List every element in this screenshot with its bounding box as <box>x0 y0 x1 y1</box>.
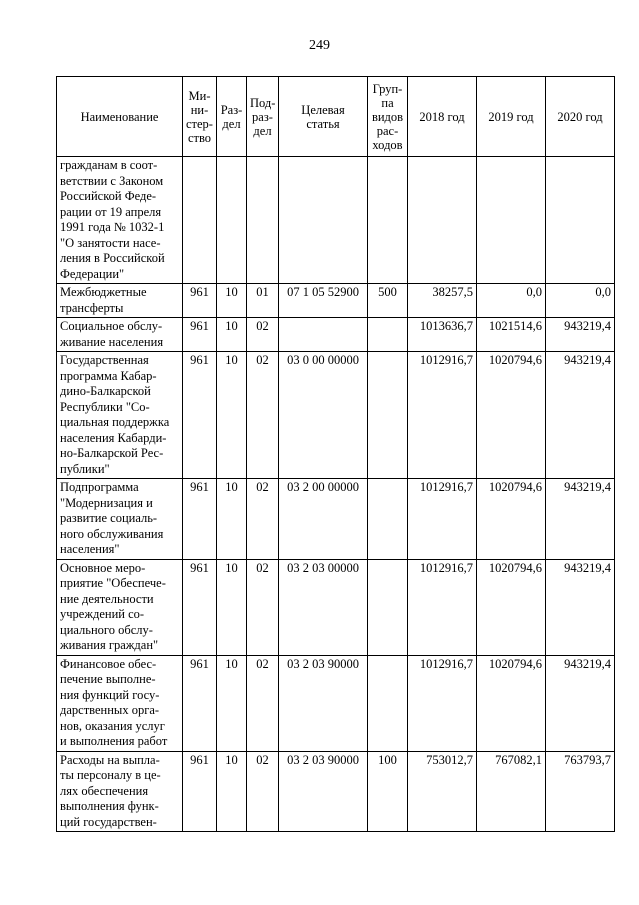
cell-2020: 763793,7 <box>546 751 615 832</box>
cell-2018: 1012916,7 <box>408 352 477 479</box>
cell-name: Социальное обслу- живание населения <box>57 318 183 352</box>
header-name: Наименование <box>57 77 183 157</box>
cell-target: 03 2 03 00000 <box>279 559 368 655</box>
cell-subsection: 02 <box>247 318 279 352</box>
cell-2018: 753012,7 <box>408 751 477 832</box>
cell-section: 10 <box>217 655 247 751</box>
cell-2019: 767082,1 <box>477 751 546 832</box>
cell-2019: 1020794,6 <box>477 479 546 560</box>
cell-ministry: 961 <box>183 352 217 479</box>
cell-expense-group <box>368 479 408 560</box>
cell-2020: 943219,4 <box>546 479 615 560</box>
cell-expense-group: 100 <box>368 751 408 832</box>
cell-target <box>279 157 368 284</box>
budget-table <box>56 76 615 832</box>
cell-section: 10 <box>217 352 247 479</box>
cell-target <box>279 318 368 352</box>
cell-ministry <box>183 157 217 284</box>
cell-2020: 943219,4 <box>546 559 615 655</box>
cell-ministry: 961 <box>183 318 217 352</box>
cell-subsection: 01 <box>247 284 279 318</box>
cell-2018: 1012916,7 <box>408 479 477 560</box>
cell-target: 03 2 03 90000 <box>279 655 368 751</box>
header-row <box>57 77 615 157</box>
cell-subsection: 02 <box>247 655 279 751</box>
table-row <box>57 751 615 832</box>
cell-2019: 0,0 <box>477 284 546 318</box>
cell-subsection: 02 <box>247 559 279 655</box>
cell-2019: 1021514,6 <box>477 318 546 352</box>
table-row <box>57 157 615 284</box>
cell-target: 03 0 00 00000 <box>279 352 368 479</box>
cell-section: 10 <box>217 559 247 655</box>
cell-2018: 1013636,7 <box>408 318 477 352</box>
table-row <box>57 655 615 751</box>
header-2020: 2020 год <box>546 77 615 157</box>
cell-expense-group: 500 <box>368 284 408 318</box>
table-row <box>57 352 615 479</box>
header-subsection: Под- раз- дел <box>247 77 279 157</box>
cell-expense-group <box>368 655 408 751</box>
cell-target: 07 1 05 52900 <box>279 284 368 318</box>
cell-expense-group <box>368 559 408 655</box>
cell-subsection: 02 <box>247 352 279 479</box>
cell-2020: 0,0 <box>546 284 615 318</box>
cell-name: Финансовое обес- печение выполне- ния функций госу- дарственных орга- нов, оказания услуг и выполнения работ <box>57 655 183 751</box>
cell-2018: 38257,5 <box>408 284 477 318</box>
header-section: Раз- дел <box>217 77 247 157</box>
header-ministry: Ми- ни- стер- ство <box>183 77 217 157</box>
cell-expense-group <box>368 352 408 479</box>
page-number: 249 <box>309 38 330 53</box>
cell-target: 03 2 00 00000 <box>279 479 368 560</box>
header-2018: 2018 год <box>408 77 477 157</box>
cell-name: гражданам в соот- ветствии с Законом Российской Феде- рации от 19 апреля 1991 года № 1032-1 "О занятости насе- ления в Российской Федерации" <box>57 157 183 284</box>
cell-2019: 1020794,6 <box>477 655 546 751</box>
cell-2020: 943219,4 <box>546 655 615 751</box>
cell-name: Подпрограмма "Модернизация и развитие социаль- ного обслуживания населения" <box>57 479 183 560</box>
cell-2020: 943219,4 <box>546 352 615 479</box>
cell-2018 <box>408 157 477 284</box>
header-2019: 2019 год <box>477 77 546 157</box>
cell-subsection: 02 <box>247 751 279 832</box>
table-row <box>57 318 615 352</box>
cell-ministry: 961 <box>183 479 217 560</box>
cell-target: 03 2 03 90000 <box>279 751 368 832</box>
cell-2018: 1012916,7 <box>408 559 477 655</box>
header-target: Целевая статья <box>279 77 368 157</box>
table-row <box>57 284 615 318</box>
cell-2019: 1020794,6 <box>477 559 546 655</box>
cell-name: Межбюджетные трансферты <box>57 284 183 318</box>
table-row <box>57 479 615 560</box>
cell-name: Государственная программа Кабар- дино-Балкарской Республики "Со- циальная поддержка населения Кабарди- но-Балкарской Рес- публики" <box>57 352 183 479</box>
cell-ministry: 961 <box>183 751 217 832</box>
cell-ministry: 961 <box>183 655 217 751</box>
cell-name: Основное меро- приятие "Обеспече- ние деятельности учреждений со- циального обслу- живания граждан" <box>57 559 183 655</box>
cell-section: 10 <box>217 479 247 560</box>
cell-2018: 1012916,7 <box>408 655 477 751</box>
cell-2020: 943219,4 <box>546 318 615 352</box>
cell-expense-group <box>368 157 408 284</box>
cell-section: 10 <box>217 751 247 832</box>
cell-2020 <box>546 157 615 284</box>
table-row <box>57 559 615 655</box>
cell-ministry: 961 <box>183 559 217 655</box>
cell-2019: 1020794,6 <box>477 352 546 479</box>
cell-section: 10 <box>217 284 247 318</box>
cell-expense-group <box>368 318 408 352</box>
cell-name: Расходы на выпла- ты персоналу в це- лях обеспечения выполнения функ- ций государствен- <box>57 751 183 832</box>
cell-subsection: 02 <box>247 479 279 560</box>
cell-2019 <box>477 157 546 284</box>
cell-section: 10 <box>217 318 247 352</box>
table-body <box>57 157 615 832</box>
header-expense-group: Груп- па видов рас- ходов <box>368 77 408 157</box>
cell-section <box>217 157 247 284</box>
cell-subsection <box>247 157 279 284</box>
cell-ministry: 961 <box>183 284 217 318</box>
